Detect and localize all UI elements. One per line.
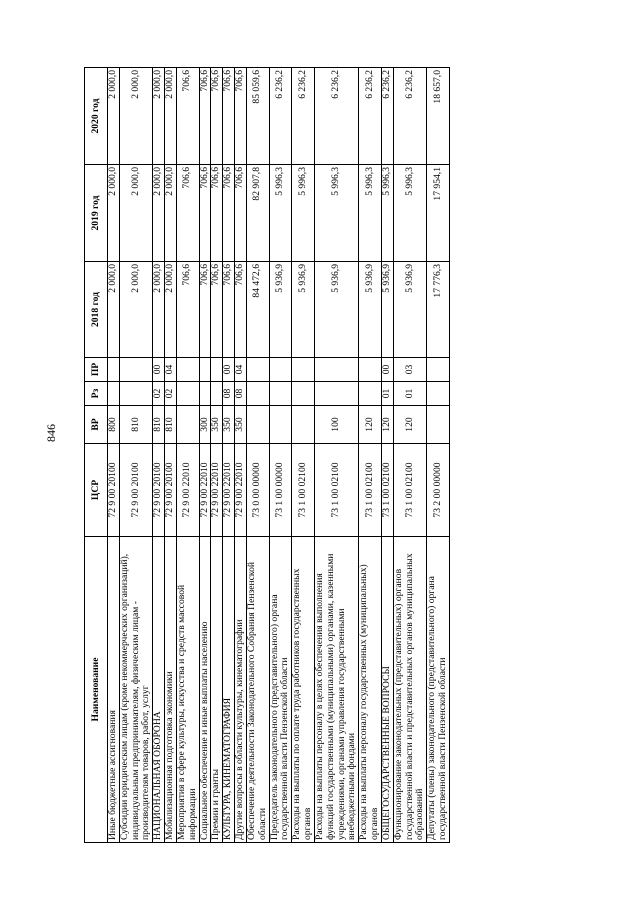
row-pr [359,358,382,382]
row-csr: 72 9 00 22010 [176,444,199,537]
row-name: Социальное обеспечение и иные выплаты населению [199,537,211,843]
row-2019: 706,6 [176,165,199,262]
table-row [199,68,211,843]
row-rz [246,382,269,406]
row-name: Мобилизационная подготовка экономики [165,537,177,843]
row-rz [269,382,292,406]
row-2019: 2 000,0 [153,165,165,262]
table-row [211,68,223,843]
row-2020: 706,6 [211,68,223,165]
row-2020: 706,6 [176,68,199,165]
row-rz [176,382,199,406]
row-rz [108,382,120,406]
row-pr [119,358,152,382]
table-row [381,68,393,843]
row-2018: 2 000,0 [119,262,152,358]
row-2019: 5 996,3 [292,165,315,262]
row-2020: 2 000,0 [119,68,152,165]
row-vr: 300 [199,406,211,444]
row-2020: 6 236,2 [359,68,382,165]
row-name: Расходы на выплаты персоналу государственных (муниципальных) органов [359,537,382,843]
row-name: Премии и гранты [211,537,223,843]
table-row [108,68,120,843]
table-row [119,68,152,843]
row-csr: 73 2 00 00000 [427,444,450,537]
table-row [269,68,292,843]
row-pr: 03 [393,358,426,382]
row-pr: 00 [381,358,393,382]
row-vr: 350 [235,406,247,444]
row-2019: 5 996,3 [393,165,426,262]
table-row [176,68,199,843]
table-row [153,68,165,843]
row-2020: 6 236,2 [314,68,358,165]
page-number: 846 [44,424,58,442]
row-csr: 73 1 00 02100 [359,444,382,537]
row-vr: 120 [381,406,393,444]
row-vr: 810 [165,406,177,444]
row-2019: 706,6 [199,165,211,262]
row-2018: 5 936,9 [393,262,426,358]
row-2020: 6 236,2 [292,68,315,165]
row-name: Депутаты (члены) законодательного (представительного) органа государственной власти Пензенской области [427,537,450,843]
row-rz [211,382,223,406]
row-2019: 5 996,3 [381,165,393,262]
row-csr: 72 9 00 22010 [199,444,211,537]
row-2020: 18 657,0 [427,68,450,165]
row-rz [119,382,152,406]
row-rz [359,382,382,406]
row-csr: 72 9 00 22010 [223,444,235,537]
row-csr: 73 1 00 02100 [381,444,393,537]
header-2020: 2020 год [85,68,108,165]
row-2020: 6 236,2 [269,68,292,165]
table-row [223,68,235,843]
row-2018: 84 472,6 [246,262,269,358]
row-vr: 100 [314,406,358,444]
row-pr: 04 [235,358,247,382]
row-rz: 02 [165,382,177,406]
header-2019: 2019 год [85,165,108,262]
row-2019: 17 954,1 [427,165,450,262]
row-2019: 2 000,0 [165,165,177,262]
row-name: Иные бюджетные ассигнования [108,537,120,843]
row-2020: 2 000,0 [153,68,165,165]
row-2019: 82 907,8 [246,165,269,262]
row-rz: 01 [393,382,426,406]
row-2020: 2 000,0 [108,68,120,165]
table-row [246,68,269,843]
row-pr [292,358,315,382]
row-vr: 800 [108,406,120,444]
row-vr [292,406,315,444]
row-name: НАЦИОНАЛЬНАЯ ОБОРОНА [153,537,165,843]
row-csr: 73 1 00 02100 [393,444,426,537]
row-2018: 2 000,0 [153,262,165,358]
row-2019: 2 000,0 [108,165,120,262]
row-name: Функционирование законодательных (представительных) органов государственной власти и представительных органов муниципальных образований [393,537,426,843]
row-name: Расходы на выплаты по оплате труда работников государственных органов [292,537,315,843]
row-2018: 5 936,9 [359,262,382,358]
row-pr [211,358,223,382]
row-pr: 00 [153,358,165,382]
row-2018: 5 936,9 [381,262,393,358]
row-csr: 72 9 00 20100 [165,444,177,537]
row-vr: 120 [359,406,382,444]
row-pr [427,358,450,382]
row-name: Другие вопросы в области культуры, кинематографии [235,537,247,843]
row-pr [269,358,292,382]
row-2018: 17 776,3 [427,262,450,358]
header-2018: 2018 год [85,262,108,358]
row-2020: 6 236,2 [381,68,393,165]
table-row [359,68,382,843]
row-2019: 2 000,0 [119,165,152,262]
table-header-row [85,68,108,843]
row-2018: 5 936,9 [314,262,358,358]
row-2018: 706,6 [223,262,235,358]
row-vr: 810 [153,406,165,444]
row-name: Председатель законодательного (представительного) органа государственной власти Пензенской области [269,537,292,843]
row-csr: 72 9 00 20100 [108,444,120,537]
row-rz [314,382,358,406]
row-2020: 85 059,6 [246,68,269,165]
row-rz [292,382,315,406]
row-2018: 5 936,9 [292,262,315,358]
table-row [235,68,247,843]
row-name: Обеспечение деятельности Законодательного Собрания Пензенской области [246,537,269,843]
row-rz: 08 [235,382,247,406]
row-csr: 72 9 00 20100 [119,444,152,537]
table-row [393,68,426,843]
row-rz [199,382,211,406]
row-2019: 5 996,3 [269,165,292,262]
header-vr: ВР [85,406,108,444]
row-name: КУЛЬТУРА, КИНЕМАТОГРАФИЯ [223,537,235,843]
row-pr [314,358,358,382]
row-2020: 2 000,0 [165,68,177,165]
header-csr: ЦСР [85,444,108,537]
row-vr: 350 [211,406,223,444]
row-csr: 73 1 00 02100 [314,444,358,537]
row-vr [246,406,269,444]
row-2020: 6 236,2 [393,68,426,165]
row-2018: 2 000,0 [108,262,120,358]
header-pr: ПР [85,358,108,382]
row-name: Мероприятия в сфере культуры, искусства и средств массовой информации [176,537,199,843]
row-rz: 08 [223,382,235,406]
header-rz: Рз [85,382,108,406]
row-rz: 01 [381,382,393,406]
row-vr: 350 [223,406,235,444]
row-2018: 706,6 [176,262,199,358]
row-csr: 72 9 00 20100 [153,444,165,537]
row-2019: 706,6 [211,165,223,262]
row-csr: 72 9 00 22010 [211,444,223,537]
row-name: Субсидии юридическим лицам (кроме некоммерческих организаций), индивидуальным предпринимателям, физическим лицам - производителям товаров, работ, услуг [119,537,152,843]
row-csr: 73 1 00 00000 [269,444,292,537]
row-pr [199,358,211,382]
row-rz [427,382,450,406]
row-vr: 120 [393,406,426,444]
row-2018: 5 936,9 [269,262,292,358]
row-2019: 706,6 [235,165,247,262]
table-row [165,68,177,843]
row-csr: 73 0 00 00000 [246,444,269,537]
row-2019: 5 996,3 [359,165,382,262]
row-2018: 706,6 [235,262,247,358]
row-pr: 00 [223,358,235,382]
budget-table [84,67,450,843]
row-csr: 72 9 00 22010 [235,444,247,537]
row-pr [246,358,269,382]
table-row [292,68,315,843]
row-2020: 706,6 [223,68,235,165]
row-csr: 73 1 00 02100 [292,444,315,537]
row-2019: 706,6 [223,165,235,262]
header-name: Наименование [85,537,108,843]
row-pr: 04 [165,358,177,382]
row-2020: 706,6 [199,68,211,165]
table-row [427,68,450,843]
row-vr: 810 [119,406,152,444]
row-2018: 706,6 [211,262,223,358]
row-2018: 706,6 [199,262,211,358]
table-row [314,68,358,843]
row-name: Расходы на выплаты персоналу в целях обеспечения выполнения функций государственными (муниципальными) органами, казенными учреждениями, органами управления государственными внебюджетными фондами [314,537,358,843]
row-2020: 706,6 [235,68,247,165]
row-pr [108,358,120,382]
row-2019: 5 996,3 [314,165,358,262]
rotated-table-container [84,68,574,843]
row-pr [176,358,199,382]
row-name: ОБЩЕГОСУДАРСТВЕННЫЕ ВОПРОСЫ [381,537,393,843]
row-2018: 2 000,0 [165,262,177,358]
row-vr [176,406,199,444]
row-rz: 02 [153,382,165,406]
row-vr [427,406,450,444]
row-vr [269,406,292,444]
